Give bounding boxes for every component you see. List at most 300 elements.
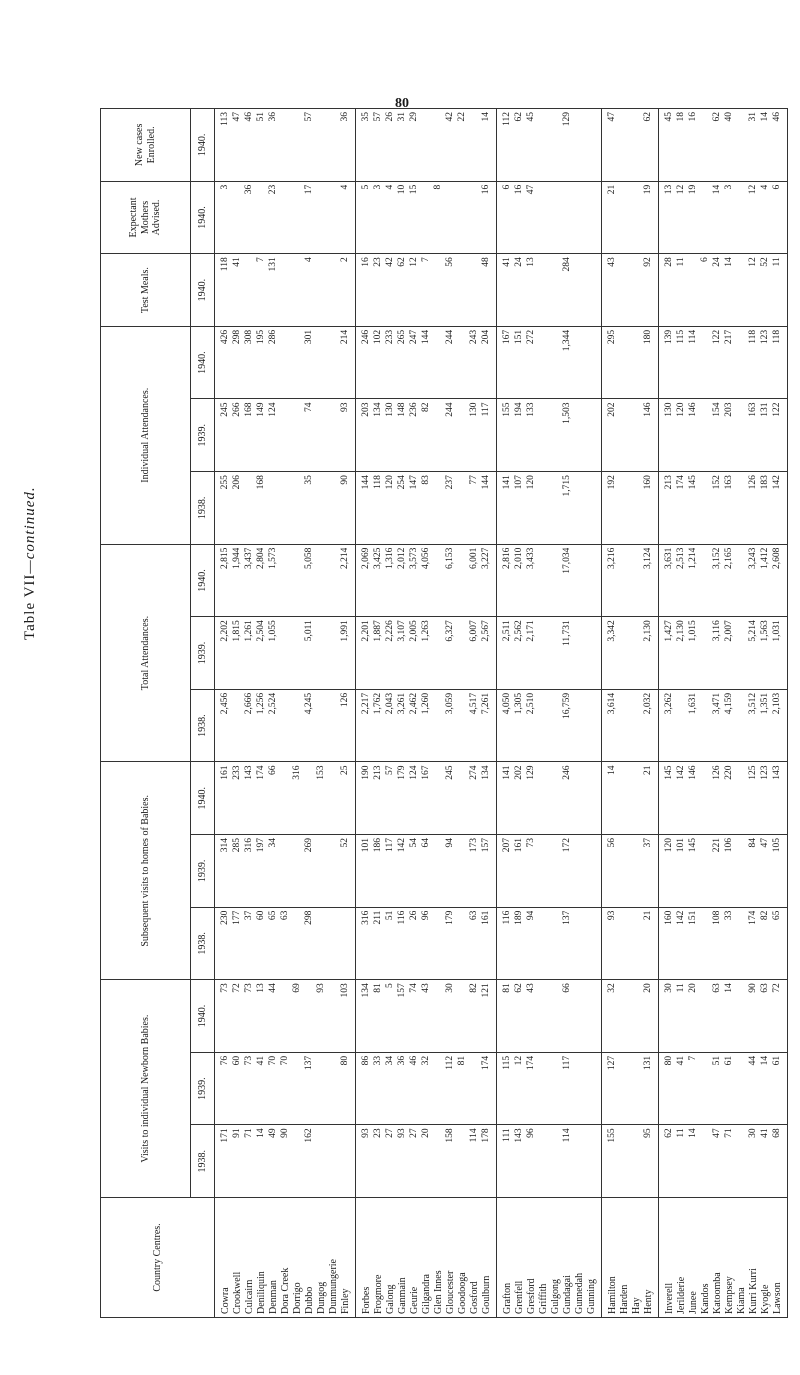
year-header: 1939. — [191, 617, 215, 690]
centre-name: Henty — [643, 1289, 654, 1314]
centre-name: Griffith — [538, 1283, 549, 1314]
cell-value: 126 — [712, 765, 722, 780]
cell-value: 111 — [502, 1128, 512, 1142]
cell-value: 213 — [664, 475, 674, 490]
cell-value — [432, 1128, 444, 1194]
cell-value — [699, 911, 711, 977]
cell-value: 221 — [712, 838, 722, 853]
cell-value: 26 — [409, 910, 419, 921]
cell-value — [618, 693, 630, 759]
cell-value — [456, 257, 468, 323]
centre-name: Deniliquin — [256, 1271, 267, 1314]
cell-value — [291, 257, 303, 323]
cell-value — [537, 548, 549, 614]
cell-value — [735, 693, 747, 759]
cell-value: 47 — [232, 112, 242, 122]
cell-value: 31 — [748, 112, 758, 122]
cell-value: 144 — [421, 329, 431, 345]
cell-value — [630, 1128, 642, 1194]
value-cell-total-1939 — [356, 617, 497, 690]
cell-value: 1,260 — [421, 692, 431, 715]
cell-value — [537, 185, 549, 251]
cell-value: 192 — [607, 475, 617, 490]
value-cell-total-1940 — [356, 544, 497, 617]
cell-value — [468, 112, 480, 178]
cell-value: 32 — [607, 983, 617, 993]
centre-name: Kyogle — [760, 1284, 771, 1314]
cell-value: 314 — [220, 838, 230, 853]
cell-value — [585, 1128, 597, 1194]
value-cell-expectant — [497, 181, 602, 254]
cell-value — [291, 1128, 303, 1194]
cell-value — [537, 330, 549, 396]
cell-value — [573, 765, 585, 831]
cell-value: 1,563 — [760, 620, 770, 642]
cell-value: 139 — [664, 329, 674, 345]
cell-value: 30 — [748, 1128, 758, 1138]
cell-value — [432, 548, 444, 614]
cell-value — [432, 983, 444, 1049]
cell-value: 65 — [772, 910, 782, 921]
centre-name: Gilgandra — [421, 1274, 432, 1314]
cell-value: 4,245 — [304, 692, 314, 715]
cell-value: 179 — [397, 765, 407, 780]
cell-value: 245 — [445, 765, 455, 780]
cell-value: 142 — [397, 838, 407, 853]
cell-value — [585, 112, 597, 178]
value-cell-visits-1939 — [497, 1052, 602, 1125]
cell-value — [432, 475, 444, 541]
cell-value: 2,165 — [724, 547, 734, 570]
cell-value: 168 — [244, 402, 254, 417]
cell-value: 84 — [748, 838, 758, 848]
cell-value: 34 — [268, 838, 278, 848]
value-cell-total-1940 — [659, 544, 788, 617]
cell-value — [327, 257, 339, 323]
cell-value: 63 — [280, 910, 290, 921]
centre-name: Crookwell — [232, 1271, 243, 1314]
value-cell-individual-1938 — [215, 472, 356, 545]
cell-value: 70 — [280, 1055, 290, 1066]
cell-value: 80 — [340, 1055, 350, 1066]
centre-name: Gundagai — [562, 1275, 573, 1314]
page-number: 80 — [395, 96, 409, 111]
cell-value: 2,456 — [220, 692, 230, 715]
cell-value — [573, 112, 585, 178]
cell-value: 7 — [256, 257, 266, 263]
cell-value — [699, 548, 711, 614]
year-header: 1940. — [191, 980, 215, 1053]
cell-value: 143 — [514, 1128, 524, 1143]
centre-name: Gunnedah — [574, 1272, 585, 1314]
cell-value — [444, 185, 456, 251]
cell-value — [675, 693, 687, 759]
cell-value: 29 — [409, 112, 419, 122]
cell-value — [549, 765, 561, 831]
cell-value: 14 — [481, 112, 491, 122]
value-cell-visits-1938 — [602, 1125, 659, 1198]
cell-value: 174 — [481, 1055, 491, 1071]
cell-value: 129 — [526, 765, 536, 780]
cell-value — [549, 112, 561, 178]
cell-value: 118 — [748, 329, 758, 344]
year-header-row — [191, 109, 215, 1318]
cell-value: 160 — [643, 475, 653, 490]
cell-value: 214 — [340, 329, 350, 345]
cell-value: 274 — [469, 765, 479, 780]
value-cell-visits-1940 — [356, 980, 497, 1053]
centre-name: Grenfell — [514, 1280, 525, 1314]
cell-value: 284 — [562, 257, 572, 272]
cell-value: 118 — [772, 329, 782, 344]
cell-value — [618, 1128, 630, 1194]
cell-value: 194 — [514, 402, 524, 417]
cell-value: 161 — [220, 765, 230, 780]
cell-value: 57 — [373, 112, 383, 122]
centre-name: Finley — [340, 1288, 351, 1314]
cell-value: 1,815 — [232, 620, 242, 642]
cell-value: 142 — [676, 765, 686, 780]
cell-value: 2,005 — [409, 620, 419, 642]
cell-value: 124 — [409, 765, 419, 780]
cell-value — [327, 475, 339, 541]
year-header: 1940. — [191, 326, 215, 399]
centre-name: Forbes — [361, 1286, 372, 1314]
cell-value: 1,991 — [340, 620, 350, 642]
cell-value: 3 — [220, 184, 230, 190]
cell-value — [291, 475, 303, 541]
cell-value — [549, 620, 561, 686]
cell-value — [699, 330, 711, 396]
cell-value — [327, 620, 339, 686]
cell-value: 6 — [502, 184, 512, 190]
centre-name: Gresford — [526, 1278, 537, 1314]
cell-value: 93 — [316, 983, 326, 993]
cell-value: 3,152 — [712, 547, 722, 570]
value-cell-individual-1940 — [215, 326, 356, 399]
cell-value: 155 — [502, 402, 512, 417]
value-cell-subsequent-1938 — [602, 907, 659, 980]
cell-value: 298 — [232, 329, 242, 345]
cell-value — [267, 475, 279, 541]
cell-value: 137 — [304, 1055, 314, 1071]
cell-value — [456, 620, 468, 686]
cell-value — [735, 1056, 747, 1122]
cell-value: 142 — [772, 475, 782, 490]
value-cell-visits-1940 — [215, 980, 356, 1053]
cell-value — [315, 911, 327, 977]
cell-value — [537, 911, 549, 977]
cell-value — [585, 548, 597, 614]
cell-value: 56 — [445, 257, 455, 267]
cell-value — [291, 693, 303, 759]
cell-value: 141 — [502, 765, 512, 780]
centre-name: Goulburn — [481, 1275, 492, 1314]
cell-value: 217 — [724, 329, 734, 345]
cell-value — [291, 402, 303, 468]
cell-value: 120 — [385, 475, 395, 490]
cell-value: 57 — [385, 765, 395, 775]
cell-value: 63 — [469, 910, 479, 921]
year-header: 1940. — [191, 762, 215, 835]
centre-name-cell — [602, 1198, 659, 1318]
cell-value: 171 — [220, 1128, 230, 1143]
cell-value: 141 — [502, 475, 512, 490]
cell-value: 90 — [748, 983, 758, 993]
cell-value — [618, 1056, 630, 1122]
cell-value — [549, 1056, 561, 1122]
cell-value — [573, 257, 585, 323]
cell-value: 21 — [643, 910, 653, 921]
centre-name: Kandos — [700, 1283, 711, 1314]
cell-value: 101 — [361, 838, 371, 853]
header-expectant: Expectant Mothers Advised. — [101, 181, 191, 254]
centre-name: Dunmungerie — [328, 1259, 339, 1314]
centre-name-cell — [497, 1198, 602, 1318]
cell-value: 47 — [712, 1128, 722, 1138]
cell-value: 13 — [664, 184, 674, 195]
cell-value — [279, 838, 291, 904]
cell-value: 4 — [760, 184, 770, 190]
value-cell-individual-1939 — [602, 399, 659, 472]
cell-value — [327, 402, 339, 468]
cell-value: 17 — [304, 184, 314, 195]
cell-value: 3,425 — [373, 547, 383, 570]
cell-value — [279, 112, 291, 178]
cell-value — [537, 402, 549, 468]
cell-value: 46 — [772, 112, 782, 122]
cell-value — [735, 112, 747, 178]
cell-value — [585, 330, 597, 396]
cell-value: 2,504 — [256, 620, 266, 642]
cell-value: 163 — [724, 475, 734, 490]
cell-value: 92 — [643, 257, 653, 267]
value-cell-subsequent-1939 — [497, 835, 602, 908]
value-cell-new-cases — [215, 109, 356, 182]
centre-name: Gunning — [586, 1279, 597, 1314]
cell-value: 130 — [469, 402, 479, 417]
cell-value: 142 — [676, 910, 686, 925]
cell-value — [432, 765, 444, 831]
cell-value — [279, 475, 291, 541]
cell-value: 121 — [481, 983, 491, 998]
cell-value: 12 — [676, 184, 686, 195]
cell-value — [630, 983, 642, 1049]
cell-value: 80 — [664, 1055, 674, 1066]
cell-value — [585, 402, 597, 468]
cell-value — [585, 620, 597, 686]
cell-value — [291, 185, 303, 251]
cell-value: 47 — [526, 184, 536, 195]
cell-value — [279, 548, 291, 614]
cell-value: 130 — [664, 402, 674, 417]
centre-name-cell — [659, 1198, 788, 1318]
cell-value — [279, 185, 291, 251]
cell-value — [585, 983, 597, 1049]
year-header: 1939. — [191, 399, 215, 472]
cell-value — [327, 765, 339, 831]
cell-value: 30 — [664, 983, 674, 993]
cell-value — [279, 765, 291, 831]
cell-value: 426 — [220, 329, 230, 345]
cell-value: 117 — [562, 1055, 572, 1070]
cell-value: 22 — [457, 112, 467, 122]
cell-value: 206 — [232, 475, 242, 490]
cell-value: 27 — [385, 1128, 395, 1138]
cell-value — [573, 693, 585, 759]
cell-value: 14 — [712, 184, 722, 195]
cell-value: 44 — [748, 1055, 758, 1066]
cell-value: 129 — [562, 112, 572, 127]
header-test-meals: Test Meals. — [101, 254, 191, 327]
cell-value — [537, 838, 549, 904]
cell-value: 73 — [220, 983, 230, 993]
cell-value — [573, 185, 585, 251]
cell-value: 161 — [481, 910, 491, 925]
cell-value: 295 — [607, 329, 617, 345]
cell-value — [456, 402, 468, 468]
rotated-table-container — [100, 108, 783, 1318]
cell-value — [699, 765, 711, 831]
year-header: 1940. — [191, 544, 215, 617]
value-cell-individual-1939 — [215, 399, 356, 472]
cell-value: 2,217 — [361, 692, 371, 715]
cell-value — [699, 983, 711, 1049]
cell-value: 1,944 — [232, 547, 242, 570]
cell-value: 1,256 — [256, 692, 266, 715]
cell-value: 12 — [748, 184, 758, 195]
cell-value — [243, 257, 255, 323]
cell-value: 41 — [256, 1055, 266, 1066]
cell-value: 174 — [748, 910, 758, 925]
cell-value: 23 — [268, 184, 278, 195]
cell-value — [735, 620, 747, 686]
cell-value — [315, 257, 327, 323]
cell-value — [327, 911, 339, 977]
cell-value — [735, 983, 747, 1049]
cell-value: 16 — [688, 112, 698, 122]
cell-value: 13 — [526, 257, 536, 267]
value-cell-new-cases — [356, 109, 497, 182]
cell-value: 118 — [373, 475, 383, 489]
cell-value — [618, 402, 630, 468]
cell-value — [315, 330, 327, 396]
cell-value: 1,031 — [772, 620, 782, 642]
cell-value: 41 — [232, 257, 242, 267]
centre-name: Geurie — [409, 1286, 420, 1314]
cell-value — [630, 402, 642, 468]
cell-value — [561, 185, 573, 251]
cell-value — [630, 112, 642, 178]
value-cell-visits-1940 — [497, 980, 602, 1053]
cell-value — [630, 693, 642, 759]
cell-value: 116 — [502, 910, 512, 925]
centre-name: Katoomba — [712, 1272, 723, 1314]
cell-value: 233 — [385, 329, 395, 345]
value-cell-individual-1938 — [659, 472, 788, 545]
cell-value: 202 — [514, 765, 524, 780]
cell-value — [618, 983, 630, 1049]
cell-value — [420, 185, 432, 251]
cell-value: 161 — [514, 838, 524, 853]
cell-value: 174 — [676, 475, 686, 490]
cell-value — [549, 693, 561, 759]
cell-value — [432, 112, 444, 178]
table-row — [497, 109, 602, 1318]
cell-value: 3,342 — [607, 620, 617, 642]
cell-value: 3,261 — [397, 692, 407, 715]
cell-value: 83 — [421, 475, 431, 485]
cell-value: 36 — [268, 112, 278, 122]
centre-name: Goodooga — [457, 1272, 468, 1314]
cell-value: 2,007 — [724, 620, 734, 642]
centre-name: Galong — [385, 1284, 396, 1314]
cell-value — [291, 112, 303, 178]
cell-value — [735, 257, 747, 323]
centre-name: Grafton — [502, 1282, 513, 1314]
cell-value — [699, 1056, 711, 1122]
cell-value: 123 — [760, 765, 770, 780]
cell-value: 48 — [481, 257, 491, 267]
cell-value: 120 — [676, 402, 686, 417]
cell-value — [468, 1056, 480, 1122]
cell-value: 3,437 — [244, 547, 254, 570]
cell-value — [420, 112, 432, 178]
cell-value: 51 — [385, 910, 395, 921]
cell-value: 94 — [526, 910, 536, 921]
cell-value: 6,007 — [469, 620, 479, 642]
cell-value: 14 — [724, 257, 734, 267]
cell-value — [618, 185, 630, 251]
cell-value — [456, 983, 468, 1049]
attendance-table — [100, 108, 788, 1318]
cell-value: 4 — [340, 184, 350, 190]
cell-value: 91 — [232, 1128, 242, 1138]
cell-value: 12 — [748, 257, 758, 267]
cell-value: 246 — [361, 329, 371, 345]
cell-value: 93 — [361, 1128, 371, 1138]
cell-value: 63 — [760, 983, 770, 993]
cell-value — [327, 1128, 339, 1194]
value-cell-subsequent-1940 — [356, 762, 497, 835]
cell-value: 1,573 — [268, 547, 278, 570]
cell-value — [456, 330, 468, 396]
value-cell-expectant — [659, 181, 788, 254]
value-cell-subsequent-1939 — [659, 835, 788, 908]
cell-value — [573, 330, 585, 396]
cell-value — [468, 185, 480, 251]
centre-name: Jerilderie — [676, 1276, 687, 1314]
cell-value — [537, 475, 549, 541]
cell-value — [279, 693, 291, 759]
cell-value: 3,227 — [481, 547, 491, 570]
cell-value: 151 — [514, 329, 524, 345]
cell-value — [327, 838, 339, 904]
cell-value: 72 — [232, 983, 242, 993]
cell-value — [279, 330, 291, 396]
cell-value: 42 — [385, 257, 395, 267]
value-cell-visits-1938 — [659, 1125, 788, 1198]
cell-value — [327, 693, 339, 759]
cell-value: 16 — [361, 257, 371, 267]
centre-name: Denman — [268, 1280, 279, 1314]
cell-value: 81 — [373, 983, 383, 993]
cell-value — [573, 620, 585, 686]
value-cell-test-meals — [356, 254, 497, 327]
cell-value — [735, 765, 747, 831]
cell-value: 2,513 — [676, 547, 686, 570]
value-cell-total-1939 — [215, 617, 356, 690]
